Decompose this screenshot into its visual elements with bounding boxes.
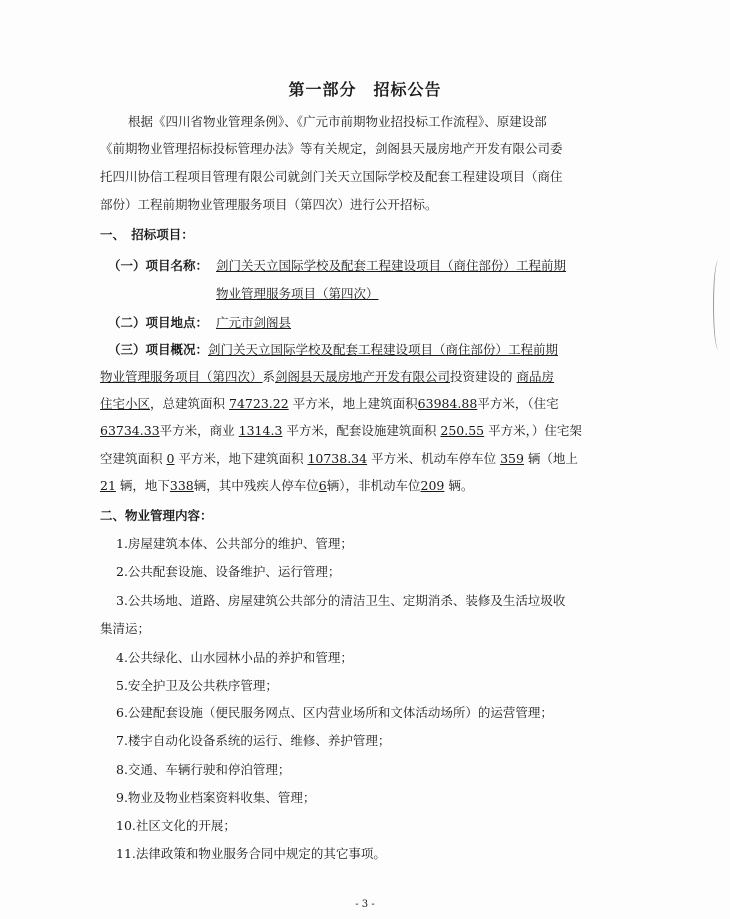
project-name-label: （一）项目名称：	[108, 258, 209, 273]
overview-line-3	[100, 395, 559, 413]
overview-line-5	[100, 450, 578, 468]
facility-area-value: 250.55	[440, 423, 485, 438]
intro-line-2: 《前期物业管理招标投标管理办法》等有关规定，剑阁县天晟房地产开发有限公司委	[100, 141, 563, 156]
list-item: 1.房屋建筑本体、公共部分的维护、管理；	[116, 536, 353, 551]
parking-above-value: 21	[100, 478, 116, 493]
above-ground-area-value: 63984.88	[417, 396, 478, 411]
list-item: 6.公建配套设施（便民服务网点、区内营业场所和文体活动场所）的运营管理；	[116, 705, 553, 720]
list-item: 7.楼宇自动化设备系统的运行、维修、养护管理；	[116, 733, 391, 748]
developer-name: 剑阁县天晟房地产开发有限公司	[275, 369, 451, 384]
page-title: 第一部分 招标公告	[288, 80, 442, 99]
overview-text: 系	[262, 369, 276, 384]
page-number: - 3 -	[355, 899, 375, 910]
list-item: 3.公共场地、道路、房屋建筑公共部分的清洁卫生、定期消杀、装修及生活垃圾收	[116, 593, 566, 608]
overview-text: 平方米，）住宅架	[488, 423, 582, 438]
overview-text: 平方米、机动车停车位	[371, 451, 497, 466]
overview-text: 住宅小区	[100, 396, 151, 411]
overview-text: ，总建筑面积	[150, 396, 226, 411]
total-area-value: 74723.22	[229, 396, 289, 411]
scan-edge-mark	[713, 260, 724, 350]
overview-line-2	[100, 368, 554, 386]
project-location-value: 广元市剑阁县	[216, 315, 292, 330]
project-overview-label: （三）项目概况：	[108, 342, 209, 357]
list-item: 11.法律政策和物业服务合同中规定的其它事项。	[116, 846, 386, 861]
overview-text: 平方米，商业	[159, 423, 235, 438]
overview-project-name: 剑门关天立国际学校及配套工程建设项目（商住部份）工程前期	[208, 342, 559, 357]
overview-line-1	[108, 341, 558, 359]
list-item: 8.交通、车辆行驶和停泊管理；	[116, 762, 291, 777]
commercial-area-value: 1314.3	[238, 423, 283, 438]
non-motor-parking-value: 209	[420, 478, 445, 493]
overview-text: 物业管理服务项目（第四次）	[100, 369, 263, 384]
list-item: 5.安全护卫及公共秩序管理；	[116, 678, 278, 693]
overview-text: 商品房	[516, 369, 555, 384]
parking-under-value: 338	[169, 478, 194, 493]
intro-line-4: 部份）工程前期物业管理服务项目（第四次）进行公开招标。	[100, 197, 438, 212]
overview-text: 平方米，（住宅	[477, 396, 559, 411]
overview-text: 辆。	[448, 478, 474, 493]
overview-line-4	[100, 422, 582, 440]
list-item: 2.公共配套设施、设备维护、运行管理；	[116, 564, 341, 579]
parking-disabled-value: 6	[318, 478, 327, 493]
project-location-label: （二）项目地点：	[108, 315, 209, 330]
underground-area-value: 10738.34	[307, 451, 368, 466]
overview-line-6	[100, 477, 473, 495]
overview-text: 辆，地下	[119, 478, 170, 493]
overview-text: 平方米，地上建筑面积	[292, 396, 418, 411]
list-item: 4.公共绿化、山水园林小品的养护和管理；	[116, 650, 353, 665]
section-1-heading: 一、 招标项目：	[100, 227, 194, 242]
overview-text: 辆（地上	[527, 451, 578, 466]
list-item: 9.物业及物业档案资料收集、管理；	[116, 790, 316, 805]
project-name-value-2: 物业管理服务项目（第四次）	[216, 286, 379, 301]
stilt-area-value: 0	[166, 451, 175, 466]
section-2-heading: 二、物业管理内容：	[100, 508, 213, 523]
overview-text: 空建筑面积	[100, 451, 163, 466]
overview-text: 平方米，配套设施建筑面积	[286, 423, 437, 438]
residential-area-value: 63734.33	[100, 423, 160, 438]
parking-total-value: 359	[500, 451, 524, 466]
intro-line-1: 根据《四川省物业管理条例》、《广元市前期物业招投标工作流程》、原建设部	[128, 114, 547, 129]
overview-text: 平方米，地下建筑面积	[178, 451, 304, 466]
overview-text: 投资建设的	[450, 369, 513, 384]
intro-line-3: 托四川协信工程项目管理有限公司就剑门关天立国际学校及配套工程建设项目（商住	[100, 169, 563, 184]
overview-text: 辆），非机动车位	[326, 478, 421, 493]
list-item: 10.社区文化的开展；	[116, 818, 236, 833]
project-name-value-1: 剑门关天立国际学校及配套工程建设项目（商住部份）工程前期	[216, 258, 567, 273]
list-item-continuation: 集清运；	[100, 621, 151, 636]
overview-text: 辆，其中残疾人停车位	[193, 478, 319, 493]
